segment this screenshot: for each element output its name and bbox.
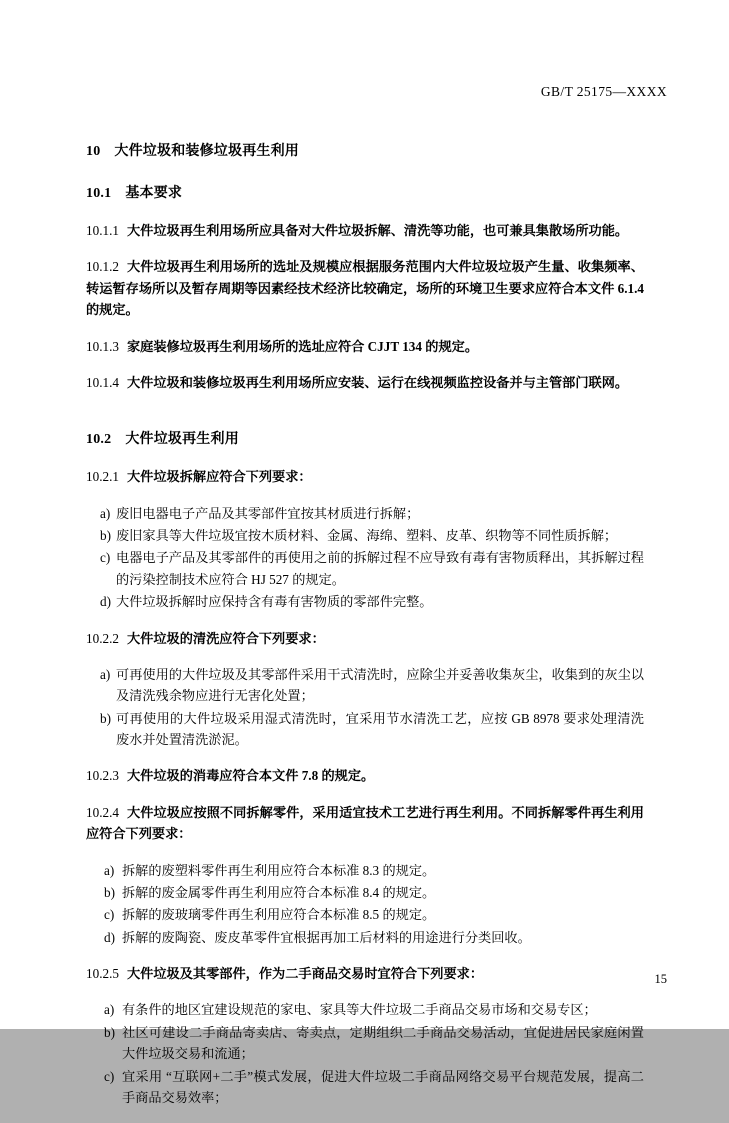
list-item [86,525,644,546]
list-item-text: 宜采用 “互联网+二手”模式发展，促进大件垃圾二手商品网络交易平台规范发展，提高二手商品交易效率； [122,1068,644,1105]
clause-text: 大件垃圾应按照不同拆解零件，采用适宜技术工艺进行再生利用。不同拆解零件再生利用应符合下列要求： [86,804,644,842]
clause-10-2-5-list [86,999,644,1108]
list-item-text: 废旧电器电子产品及其零部件宜按其材质进行拆解； [116,505,420,521]
clause-number: 10.2.3 [86,768,119,784]
list-item-text: 拆解的废陶瓷、废皮革零件宜根据再加工后材料的用途进行分类回收。 [122,929,531,945]
clause-10-1-1 [86,220,644,241]
clause-number: 10.2.2 [86,630,119,646]
list-item-text: 拆解的废塑料零件再生利用应符合本标准 8.3 的规定。 [122,862,436,878]
clause-10-2-3 [86,765,644,786]
list-item [86,708,644,751]
list-item-text: 电器电子产品及其零部件的再使用之前的拆解过程不应导致有毒有害物质释出，其拆解过程的污染控制技术应符合 HJ 527 的规定。 [116,550,644,587]
list-item-text: 可再使用的大件垃圾采用湿式清洗时，宜采用节水清洗工艺，应按 GB 8978 要求处理清洗废水并处置清洗淤泥。 [116,710,644,747]
list-marker: c) [104,1068,115,1084]
section-spacer [86,408,644,428]
clause-10-2-1 [86,466,644,487]
page-number: 15 [654,972,667,986]
clause-text: 大件垃圾及其零部件，作为二手商品交易时宜符合下列要求： [126,966,484,981]
clause-number: 10.1.1 [86,223,119,238]
list-marker: b) [104,1024,115,1040]
list-item [86,664,644,707]
list-item [86,591,644,612]
list-item-text: 拆解的废玻璃零件再生利用应符合本标准 8.5 的规定。 [122,907,436,923]
list-item [86,1022,644,1065]
standard-id: GB/T 25175—XXXX [540,84,667,99]
clause-number: 10.1.2 [86,259,119,275]
clause-text: 大件垃圾再生利用场所应具备对大件垃圾拆解、清洗等功能，也可兼具集散场所功能。 [126,223,629,238]
list-marker: d) [104,929,115,945]
clause-10-1-4 [86,372,644,393]
section-title: 基本要求 [125,186,183,201]
section-number: 10.1 [86,186,112,201]
section-title: 大件垃圾和装修垃圾再生利用 [114,144,300,159]
list-marker: c) [104,907,115,923]
list-marker: d) [100,594,111,610]
list-item [86,1066,644,1109]
list-item [86,503,644,524]
clause-number: 10.2.5 [86,966,119,981]
list-item [86,927,644,948]
clause-10-2-4-list [86,860,644,949]
section-title: 大件垃圾再生利用 [125,432,239,448]
clause-10-2-4 [86,802,644,845]
list-marker: a) [100,666,111,682]
clause-number: 10.2.1 [86,469,119,485]
list-item-text: 有条件的地区宜建设规范的家电、家具等大件垃圾二手商品交易市场和交易专区； [122,1002,597,1018]
list-marker: a) [100,505,111,521]
section-number: 10.2 [86,432,112,448]
section-heading-10-2 [86,428,644,448]
list-marker: a) [104,1002,115,1018]
clause-10-2-1-list [86,503,644,613]
clause-number: 10.2.4 [86,804,119,820]
list-item [86,860,644,881]
clause-10-2-2-list [86,664,644,751]
section-heading-10-1 [86,182,644,202]
clause-number: 10.1.3 [86,338,119,354]
list-item-text: 社区可建设二手商品寄卖店、寄卖点，定期组织二手商品交易活动，宜促进居民家庭闲置大件垃圾交易和流通； [122,1024,644,1062]
clause-number: 10.1.4 [86,374,119,390]
list-item-text: 拆解的废金属零件再生利用应符合本标准 8.4 的规定。 [122,884,436,900]
section-number: 10 [86,144,101,159]
list-item-text: 可再使用的大件垃圾及其零部件采用干式清洗时，应除尘并妥善收集灰尘，收集到的灰尘以及清洗残余物应进行无害化处置； [116,666,644,704]
list-marker: b) [104,884,115,900]
list-item-text: 大件垃圾拆解时应保持含有毒有害物质的零部件完整。 [116,594,433,610]
clause-text: 大件垃圾再生利用场所的选址及规模应根据服务范围内大件垃圾垃圾产生量、收集频率、转运暂存场所以及暂存周期等因素经技术经济比较确定，场所的环境卫生要求应符合本文件 6.1.4 的规定。 [86,259,644,318]
clause-text: 家庭装修垃圾再生利用场所的选址应符合 CJJT 134 的规定。 [126,338,479,354]
list-marker: a) [104,862,115,878]
clause-10-1-3 [86,336,644,357]
page-footer [655,972,668,987]
list-item [86,882,644,903]
list-item-text: 废旧家具等大件垃圾宜按木质材料、金属、海绵、塑料、皮革、织物等不同性质拆解； [116,528,618,543]
clause-text: 大件垃圾的消毒应符合本文件 7.8 的规定。 [126,768,375,784]
clause-text: 大件垃圾的清洗应符合下列要求： [126,630,325,646]
list-marker: b) [100,528,111,543]
page-content [86,140,644,1123]
clause-10-2-5 [86,963,644,984]
clause-10-1-2 [86,256,644,320]
page-header [541,84,667,100]
list-item [86,999,644,1020]
section-heading-10 [86,140,644,160]
list-item [86,904,644,925]
clause-text: 大件垃圾和装修垃圾再生利用场所应安装、运行在线视频监控设备并与主管部门联网。 [126,374,629,390]
list-item [86,547,644,590]
list-marker: c) [100,550,111,566]
clause-10-2-2 [86,628,644,649]
list-marker: b) [100,710,111,726]
clause-text: 大件垃圾拆解应符合下列要求： [126,469,312,485]
